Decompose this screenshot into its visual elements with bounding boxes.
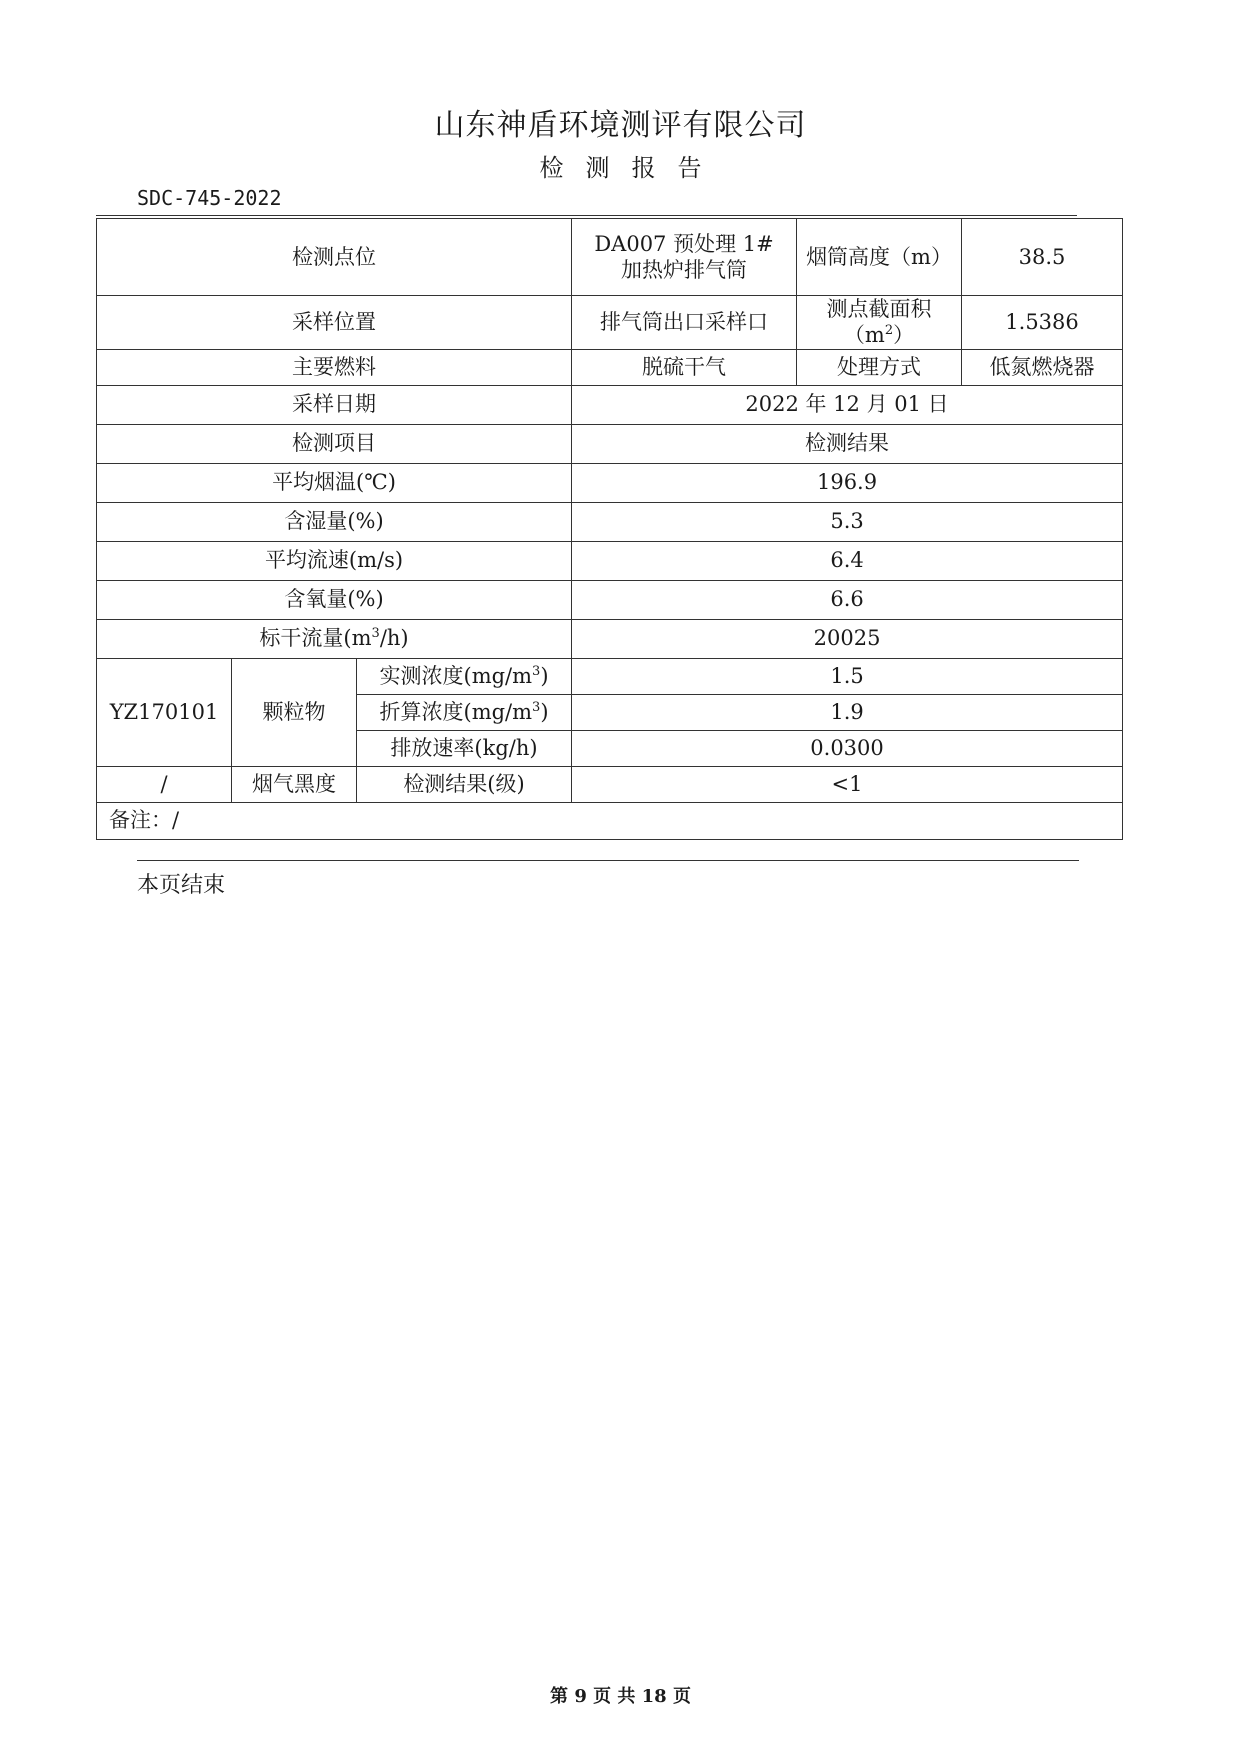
location-value: 排气筒出口采样口 [572,296,797,350]
treatment-value: 低氮燃烧器 [962,349,1123,385]
flow-label-close: /h) [379,626,409,651]
height-label: 烟筒高度（m） [797,219,962,296]
table-row [97,580,1123,619]
pm-name: 颗粒物 [232,658,357,766]
height-value: 38.5 [962,219,1123,296]
item-header: 检测项目 [97,424,572,463]
pm-converted-value: 1.9 [572,694,1123,730]
date-label: 采样日期 [97,385,572,424]
table-row [97,219,1123,296]
report-table [96,218,1123,840]
table-row [97,658,1123,694]
table-row [97,502,1123,541]
area-value: 1.5386 [962,296,1123,350]
flow-label-text: 标干流量(m [259,626,372,651]
smoke-code: / [97,766,232,802]
pm-converted-label [357,694,572,730]
table-row [97,463,1123,502]
area-label-text: 测点截面积（m [826,297,932,348]
table-row [97,766,1123,802]
table-row [97,802,1123,839]
smoke-label: 检测结果(级) [357,766,572,802]
pm-measured-value: 1.5 [572,658,1123,694]
pm-measured-label [357,658,572,694]
row-value: 196.9 [572,463,1123,502]
flow-value: 20025 [572,619,1123,658]
row-value: 6.4 [572,541,1123,580]
row-label: 平均流速(m/s) [97,541,572,580]
table-row [97,296,1123,350]
point-label: 检测点位 [97,219,572,296]
area-label-close: ） [893,323,915,348]
bottom-rule [137,860,1079,861]
row-value: 6.6 [572,580,1123,619]
point-value-line1: DA007 预处理 1# [594,231,774,256]
end-note: 本页结束 [137,873,226,898]
result-header: 检测结果 [572,424,1123,463]
table-row [97,424,1123,463]
flow-label-sup: 3 [371,626,380,642]
remark: 备注：/ [97,802,1123,839]
area-label [797,296,962,350]
pm-converted-text: 折算浓度(mg/m [379,699,533,724]
smoke-value: <1 [572,766,1123,802]
fuel-value: 脱硫干气 [572,349,797,385]
top-rule [96,215,1077,216]
company-name: 山东神盾环境测评有限公司 [434,108,807,143]
pm-code: YZ170101 [97,658,232,766]
pm-rate-label: 排放速率(kg/h) [357,730,572,766]
report-subtitle: 检测报告 [539,154,724,182]
table-row [97,619,1123,658]
page-number: 第 9 页 共 18 页 [550,1686,691,1707]
table-row [97,541,1123,580]
location-label: 采样位置 [97,296,572,350]
point-value [572,219,797,296]
row-label: 含氧量(%) [97,580,572,619]
flow-label [97,619,572,658]
table-row [97,349,1123,385]
treatment-label: 处理方式 [797,349,962,385]
pm-converted-close: ) [540,699,549,724]
row-label: 含湿量(%) [97,502,572,541]
pm-converted-sup: 3 [532,699,541,715]
pm-rate-value: 0.0300 [572,730,1123,766]
date-value: 2022 年 12 月 01 日 [572,385,1123,424]
row-label: 平均烟温(℃) [97,463,572,502]
smoke-name: 烟气黑度 [232,766,357,802]
table-row [97,385,1123,424]
row-value: 5.3 [572,502,1123,541]
pm-measured-text: 实测浓度(mg/m [379,663,533,688]
pm-measured-close: ) [540,663,549,688]
fuel-label: 主要燃料 [97,349,572,385]
area-label-sup: 2 [884,323,894,339]
pm-measured-sup: 3 [532,663,541,679]
point-value-line2: 加热炉排气筒 [621,258,748,282]
document-number: SDC-745-2022 [137,186,282,210]
